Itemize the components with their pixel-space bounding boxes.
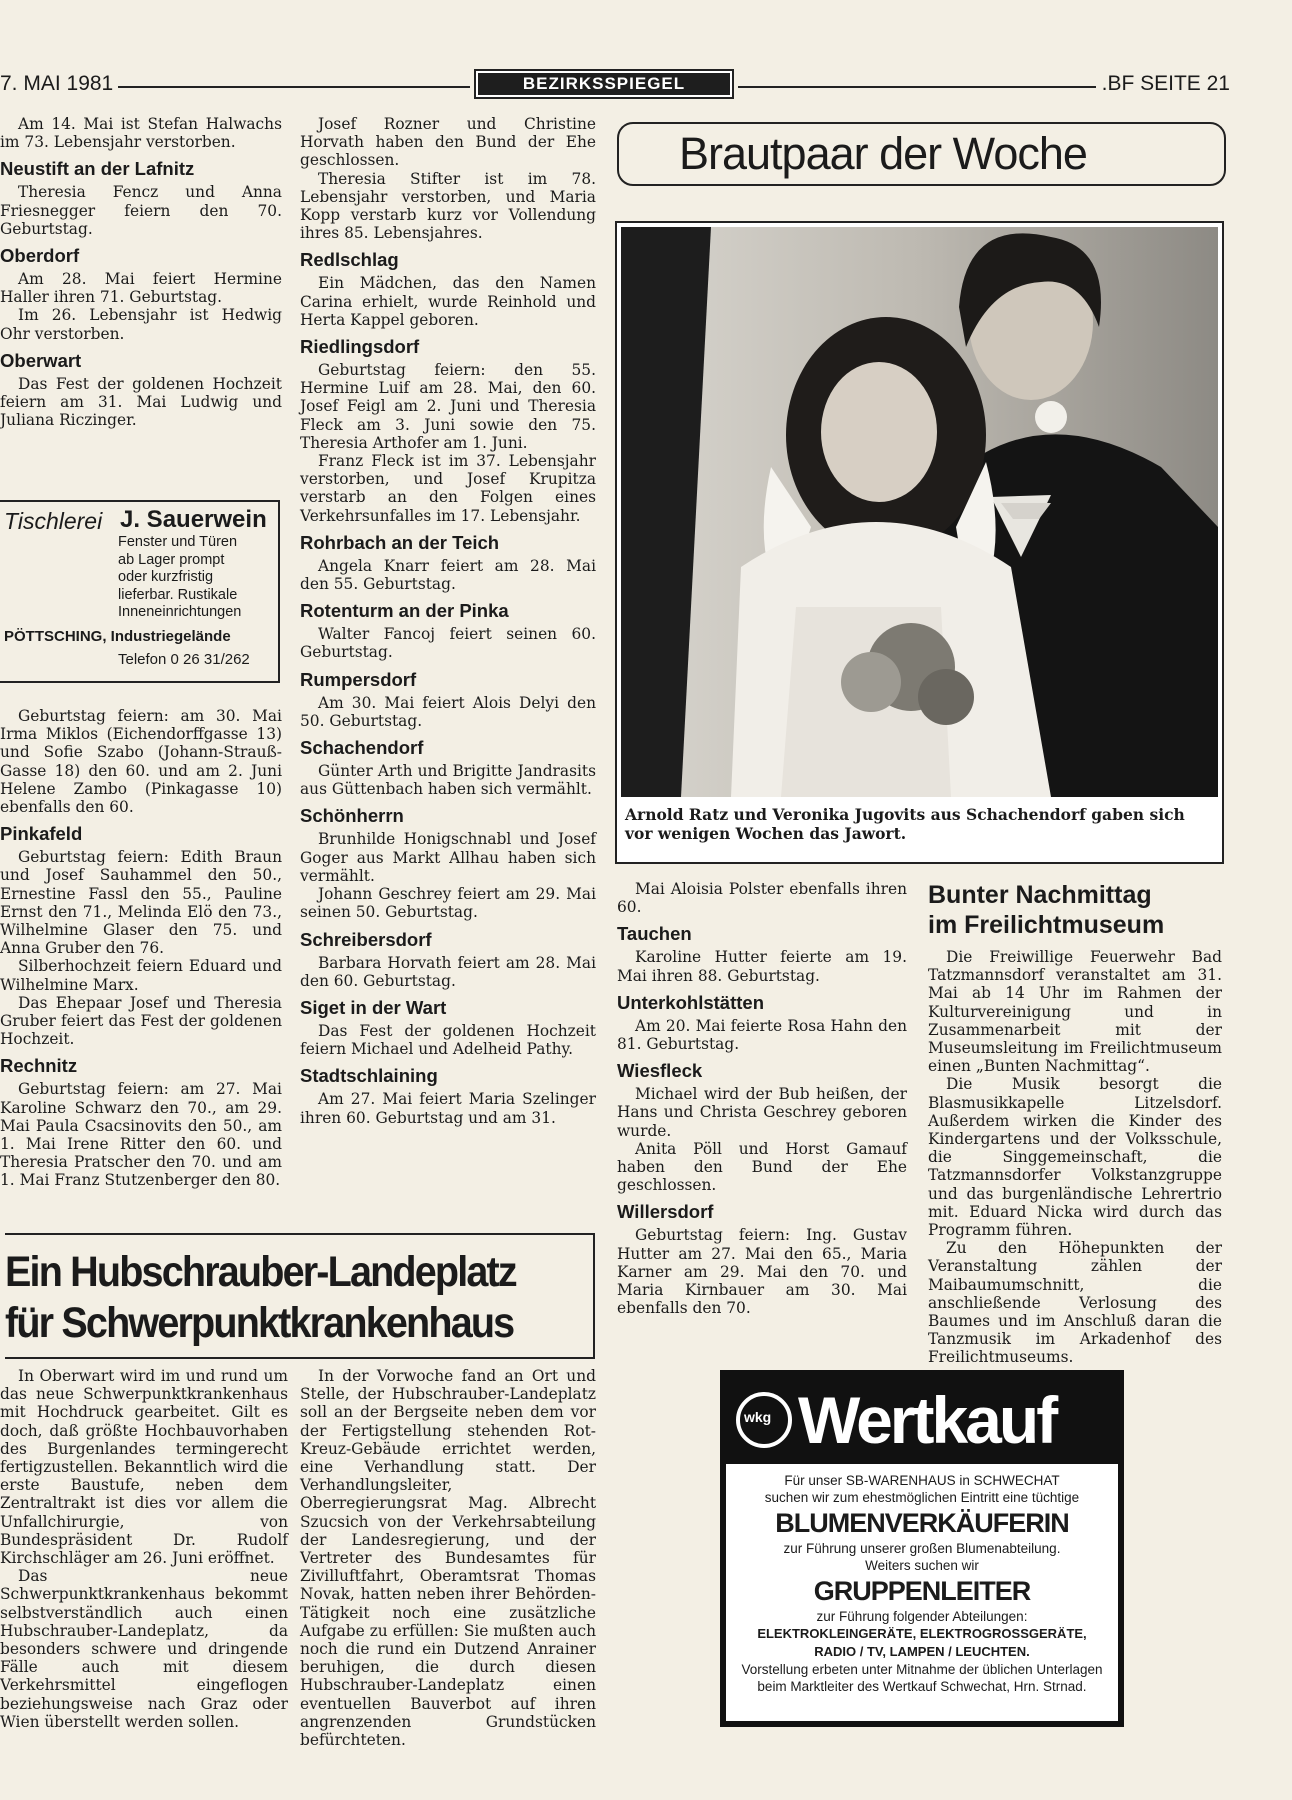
ad-line: beim Marktleiter des Wertkauf Schwechat, Hrn. Strnad. xyxy=(757,1679,1087,1694)
paragraph: Am 27. Mai feiert Maria Szelinger ihren 60. Geburtstag und am 31. xyxy=(300,1090,596,1127)
paragraph: Ein Mädchen, das den Namen Carina erhielt, wurde Reinhold und Herta Kappel geboren. xyxy=(300,274,596,329)
paragraph: In Oberwart wird im und rund um das neue Schwerpunktkrankenhaus mit Hochdruck gearbeitet. Gilt es doch, daß größte Hochbauvorhaben des Burgenlandes termingerecht fertigzustellen. Bekanntlich wird die erste Baustufe, neben dem Zentraltrakt ist dies vor allem die Unfallchirurgie, von Bundespräsident Dr. Rudolf Kirchschläger am 26. Juni eröffnet. xyxy=(0,1367,288,1568)
tischlerei-ad xyxy=(0,500,280,683)
wertkauf-logo xyxy=(726,1376,1118,1464)
ad-line: Für unser SB-WARENHAUS in SCHWECHAT xyxy=(784,1473,1060,1488)
paragraph: Die Musik besorgt die Blasmusikkapelle Litzelsdorf. Außerdem wirken die Kinder des Kindergartens und der Volksschule, die Singgemeinschaft, die Tatzmannsdorfer Volkstanzgruppe und das burgenländische Lehrertrio mit. Eduard Nicka wird durch das Programm führen. xyxy=(928,1075,1222,1240)
paragraph: Theresia Stifter ist im 78. Lebensjahr verstorben, und Maria Kopp verstarb kurz vor Vollendung ihres 85. Lebensjahres. xyxy=(300,169,596,243)
job-title: BLUMENVERKÄUFERIN xyxy=(775,1508,1069,1538)
paragraph: Brunhilde Honigschnabl und Josef Goger aus Markt Allhau haben sich vermählt. xyxy=(300,830,596,885)
ad-tischlerei-label: Tischlerei xyxy=(4,508,103,534)
ad-line: zur Führung folgender Abteilungen: xyxy=(816,1609,1028,1624)
paragraph: Zu den Höhepunkten der Veranstaltung zählen der Maibaumumschnitt, die anschließende Verlosung des Baumes und im Anschluß daran die Tanzmusik im Arkadenhof des Freilichtmuseums. xyxy=(928,1239,1222,1367)
ad-line: Vorstellung erbeten unter Mitnahme der üblichen Unterlagen xyxy=(741,1662,1103,1677)
ad-departments: ELEKTROKLEINGERÄTE, ELEKTROGROSSGERÄTE, xyxy=(757,1626,1087,1641)
paragraph: Theresia Fencz und Anna Friesnegger feiern den 70. Geburtstag. xyxy=(0,183,282,238)
paragraph: Am 14. Mai ist Stefan Halwachs im 73. Lebensjahr verstorben. xyxy=(0,115,282,152)
paragraph: Am 30. Mai feiert Alois Delyi den 50. Geburtstag. xyxy=(300,693,596,730)
header-rule-right xyxy=(738,86,1096,88)
town-heading: Tauchen xyxy=(617,923,692,945)
ad-line: Fenster und Türen xyxy=(118,534,238,550)
town-heading: Pinkafeld xyxy=(0,823,83,845)
paragraph: Franz Fleck ist im 37. Lebensjahr verstorben, und Josef Krupitza verstarb an den Folgen eines Verkehrsunfalles im 17. Lebensjahr. xyxy=(300,452,596,525)
town-heading: Schönherrn xyxy=(300,805,404,827)
paragraph: Geburtstag feiern: am 30. Mai Irma Miklos (Eichendorffgasse 13) und Sofie Szabo (Johann-Strauß-Gasse 18) den 60. und am 2. Juni Helene Zambo (Pinkagasse 10) ebenfalls den 60. xyxy=(0,707,282,817)
column-1-top xyxy=(0,115,282,429)
header-rule-left xyxy=(118,86,470,88)
town-heading: Rotenturm an der Pinka xyxy=(300,600,509,622)
town-heading: Rumpersdorf xyxy=(300,668,417,690)
town-heading: Willersdorf xyxy=(617,1201,714,1223)
paragraph: Das Fest der goldenen Hochzeit feiern Michael und Adelheid Pathy. xyxy=(300,1021,596,1059)
town-heading: Rechnitz xyxy=(0,1055,78,1077)
town-heading: Schachendorf xyxy=(300,737,424,759)
town-heading: Rohrbach an der Teich xyxy=(300,531,500,553)
town-heading: Oberdorf xyxy=(0,245,80,267)
ad-line: ab Lager prompt xyxy=(118,551,225,568)
ad-phone: Telefon 0 26 31/262 xyxy=(118,651,250,668)
paragraph: Günter Arth und Brigitte Jandrasits aus Güttenbach haben sich vermählt. xyxy=(300,762,596,799)
paragraph: Die Freiwillige Feuerwehr Bad Tatzmannsdorf veranstaltet am 31. Mai ab 14 Uhr im Rahmen der Kulturvereinigung und in Zusammenarbeit mit der Museumsleitung im Freilichtmuseum einen „Bunten Nachmittag“. xyxy=(928,948,1222,1076)
paragraph: Michael wird der Bub heißen, der Hans und Christa Geschrey geboren wurde. xyxy=(617,1085,907,1140)
ad-departments: RADIO / TV, LAMPEN / LEUCHTEN. xyxy=(814,1644,1030,1659)
paragraph: Anita Pöll und Horst Gamauf haben den Bund der Ehe geschlossen. xyxy=(617,1139,907,1195)
ad-line: zur Führung unserer großen Blumenabteilung. xyxy=(783,1541,1061,1556)
section-label: BEZIRKSSPIEGEL xyxy=(478,73,730,95)
paragraph: Am 20. Mai feierte Rosa Hahn den 81. Geburtstag. xyxy=(617,1016,907,1054)
wertkauf-wordmark: Wertkauf xyxy=(798,1383,1056,1457)
ad-line: lieferbar. Rustikale xyxy=(118,586,238,603)
brautpaar-title-box xyxy=(617,122,1226,186)
paragraph: Johann Geschrey feiert am 29. Mai seinen 50. Geburtstag. xyxy=(300,885,596,922)
town-heading: Oberwart xyxy=(0,349,82,371)
ad-address: PÖTTSCHING, Industriegelände xyxy=(4,628,231,645)
column-3 xyxy=(617,880,907,1317)
town-heading: Wiesfleck xyxy=(617,1060,703,1082)
issue-date: 7. MAI 1981 xyxy=(0,72,114,95)
town-heading: Riedlingsdorf xyxy=(300,336,420,358)
wedding-photo xyxy=(621,227,1218,797)
paragraph: Karoline Hutter feierte am 19. Mai ihren 88. Geburtstag. xyxy=(617,948,907,985)
town-heading: Stadtschlaining xyxy=(300,1065,438,1087)
paragraph: In der Vorwoche fand an Ort und Stelle, der Hubschrauber-Landeplatz soll an der Bergseite neben dem vor der Fertigstellung stehenden Rot-Kreuz-Gebäude errichtet werden, eine Verhandlung statt. Der Verhandlungsleiter, Oberregierungsrat Mag. Albrecht Szucsich von der Verkehrsabteilung der Landesregierung, und der Vertreter des Bundesamtes für Zivilluftfahrt, Oberamtsrat Thomas Novak, hatten neben ihrer Behörden-Tätigkeit noch eine zusätzliche Aufgabe zu erfüllen: Sie mußten auch noch die rund ein Dutzend Anrainer beruhigen, die durch diesen Hubschrauber-Landeplatz einen eventuellen Bauverbot auf ihren angrenzenden Grundstücken befürchteten. xyxy=(300,1367,596,1750)
bunter-article xyxy=(928,948,1222,1367)
heli-headline xyxy=(5,1247,516,1349)
headline-line: Ein Hubschrauber-Landeplatz xyxy=(5,1248,516,1296)
ad-line: suchen wir zum ehestmöglichen Eintritt eine tüchtige xyxy=(764,1490,1080,1505)
wertkauf-ad xyxy=(720,1370,1124,1727)
wertkauf-emblem-icon xyxy=(736,1392,792,1448)
heli-column-2 xyxy=(300,1367,596,1749)
ad-line: Weiters suchen wir xyxy=(865,1558,979,1573)
paragraph: Geburtstag feiern: Edith Braun und Josef Sauhammel den 50., Ernestine Fassl den 55., Pauline Ernst den 71., Melinda Elö den 73., Wilhelmine Glaser den 75. und Anna Gruber den 76. xyxy=(0,848,282,958)
bunter-headline xyxy=(928,880,1164,940)
column-2 xyxy=(300,115,596,1127)
paragraph: Im 26. Lebensjahr ist Hedwig Ohr verstorben. xyxy=(0,306,282,343)
heli-column-1 xyxy=(0,1367,288,1731)
wedding-photo-frame xyxy=(615,221,1224,864)
paragraph: Das Ehepaar Josef und Theresia Gruber feiert das Fest der goldenen Hochzeit. xyxy=(0,993,282,1049)
paragraph: Geburtstag feiern: den 55. Hermine Luif am 28. Mai, den 60. Josef Feigl am 2. Juni und Theresia Fleck am 3. Juni sowie den 75. Theresia Arthofer am 1. Juni. xyxy=(300,361,596,452)
paragraph: Am 28. Mai feiert Hermine Haller ihren 71. Geburtstag. xyxy=(0,270,282,307)
paragraph: Geburtstag feiern: am 27. Mai Karoline Schwarz den 70., am 29. Mai Paula Csacsinovits den 50., am 1. Mai Irene Ritter den 60. und Theresia Pratscher den 70. und am 1. Mai Franz Stutzenberger den 80. xyxy=(0,1080,282,1190)
section-kicker xyxy=(474,69,734,99)
town-heading: Schreibersdorf xyxy=(300,928,432,950)
headline-line: Bunter Nachmittag xyxy=(928,881,1152,909)
page-number: .BF SEITE 21 xyxy=(1101,72,1230,95)
paragraph: Josef Rozner und Christine Horvath haben den Bund der Ehe geschlossen. xyxy=(300,115,596,170)
ad-line: Inneneinrichtungen xyxy=(118,604,242,620)
paragraph: Geburtstag feiern: Ing. Gustav Hutter am 27. Mai den 65., Maria Karner am 29. Mai den 70. und Maria Kirnbauer am 30. Mai ebenfalls den 70. xyxy=(617,1226,907,1318)
ad-company-name: J. Sauerwein xyxy=(120,506,267,533)
town-heading: Neustift an der Lafnitz xyxy=(0,158,195,180)
emblem-text: wkg xyxy=(744,1409,772,1425)
paragraph: Das neue Schwerpunktkrankenhaus bekommt selbstverständlich auch einen Hubschrauber-Landeplatz, da besonders schwere und dringende Fälle auch mit diesem Verkehrsmittel eingeflogen beziehungsweise nach Graz oder Wien überstellt werden sollen. xyxy=(0,1567,288,1731)
brautpaar-title: Brautpaar der Woche xyxy=(679,128,1087,179)
ad-description xyxy=(118,534,241,622)
paragraph: Walter Fancoj feiert seinen 60. Geburtstag. xyxy=(300,625,596,662)
town-heading: Siget in der Wart xyxy=(300,996,447,1018)
headline-line: im Freilichtmuseum xyxy=(928,911,1165,939)
headline-line: für Schwerpunktkrankenhaus xyxy=(5,1299,514,1347)
paragraph: Barbara Horvath feiert am 28. Mai den 60. Geburtstag. xyxy=(300,953,596,990)
paragraph: Das Fest der goldenen Hochzeit feiern am 31. Mai Ludwig und Juliana Riczinger. xyxy=(0,374,282,430)
column-1-bottom xyxy=(0,707,282,1190)
ad-line: oder kurzfristig xyxy=(118,569,214,585)
wertkauf-ad-body xyxy=(726,1472,1118,1695)
town-heading: Unterkohlstätten xyxy=(617,991,764,1013)
town-heading: Redlschlag xyxy=(300,249,399,271)
photo-caption: Arnold Ratz und Veronika Jugovits aus Schachendorf gaben sich vor wenigen Wochen das Jawort. xyxy=(625,805,1185,843)
job-title: GRUPPENLEITER xyxy=(813,1576,1031,1606)
paragraph: Angela Knarr feiert am 28. Mai den 55. Geburtstag. xyxy=(300,556,596,594)
paragraph: Silberhochzeit feiern Eduard und Wilhelmine Marx. xyxy=(0,957,282,994)
paragraph: Mai Aloisia Polster ebenfalls ihren 60. xyxy=(617,880,907,917)
